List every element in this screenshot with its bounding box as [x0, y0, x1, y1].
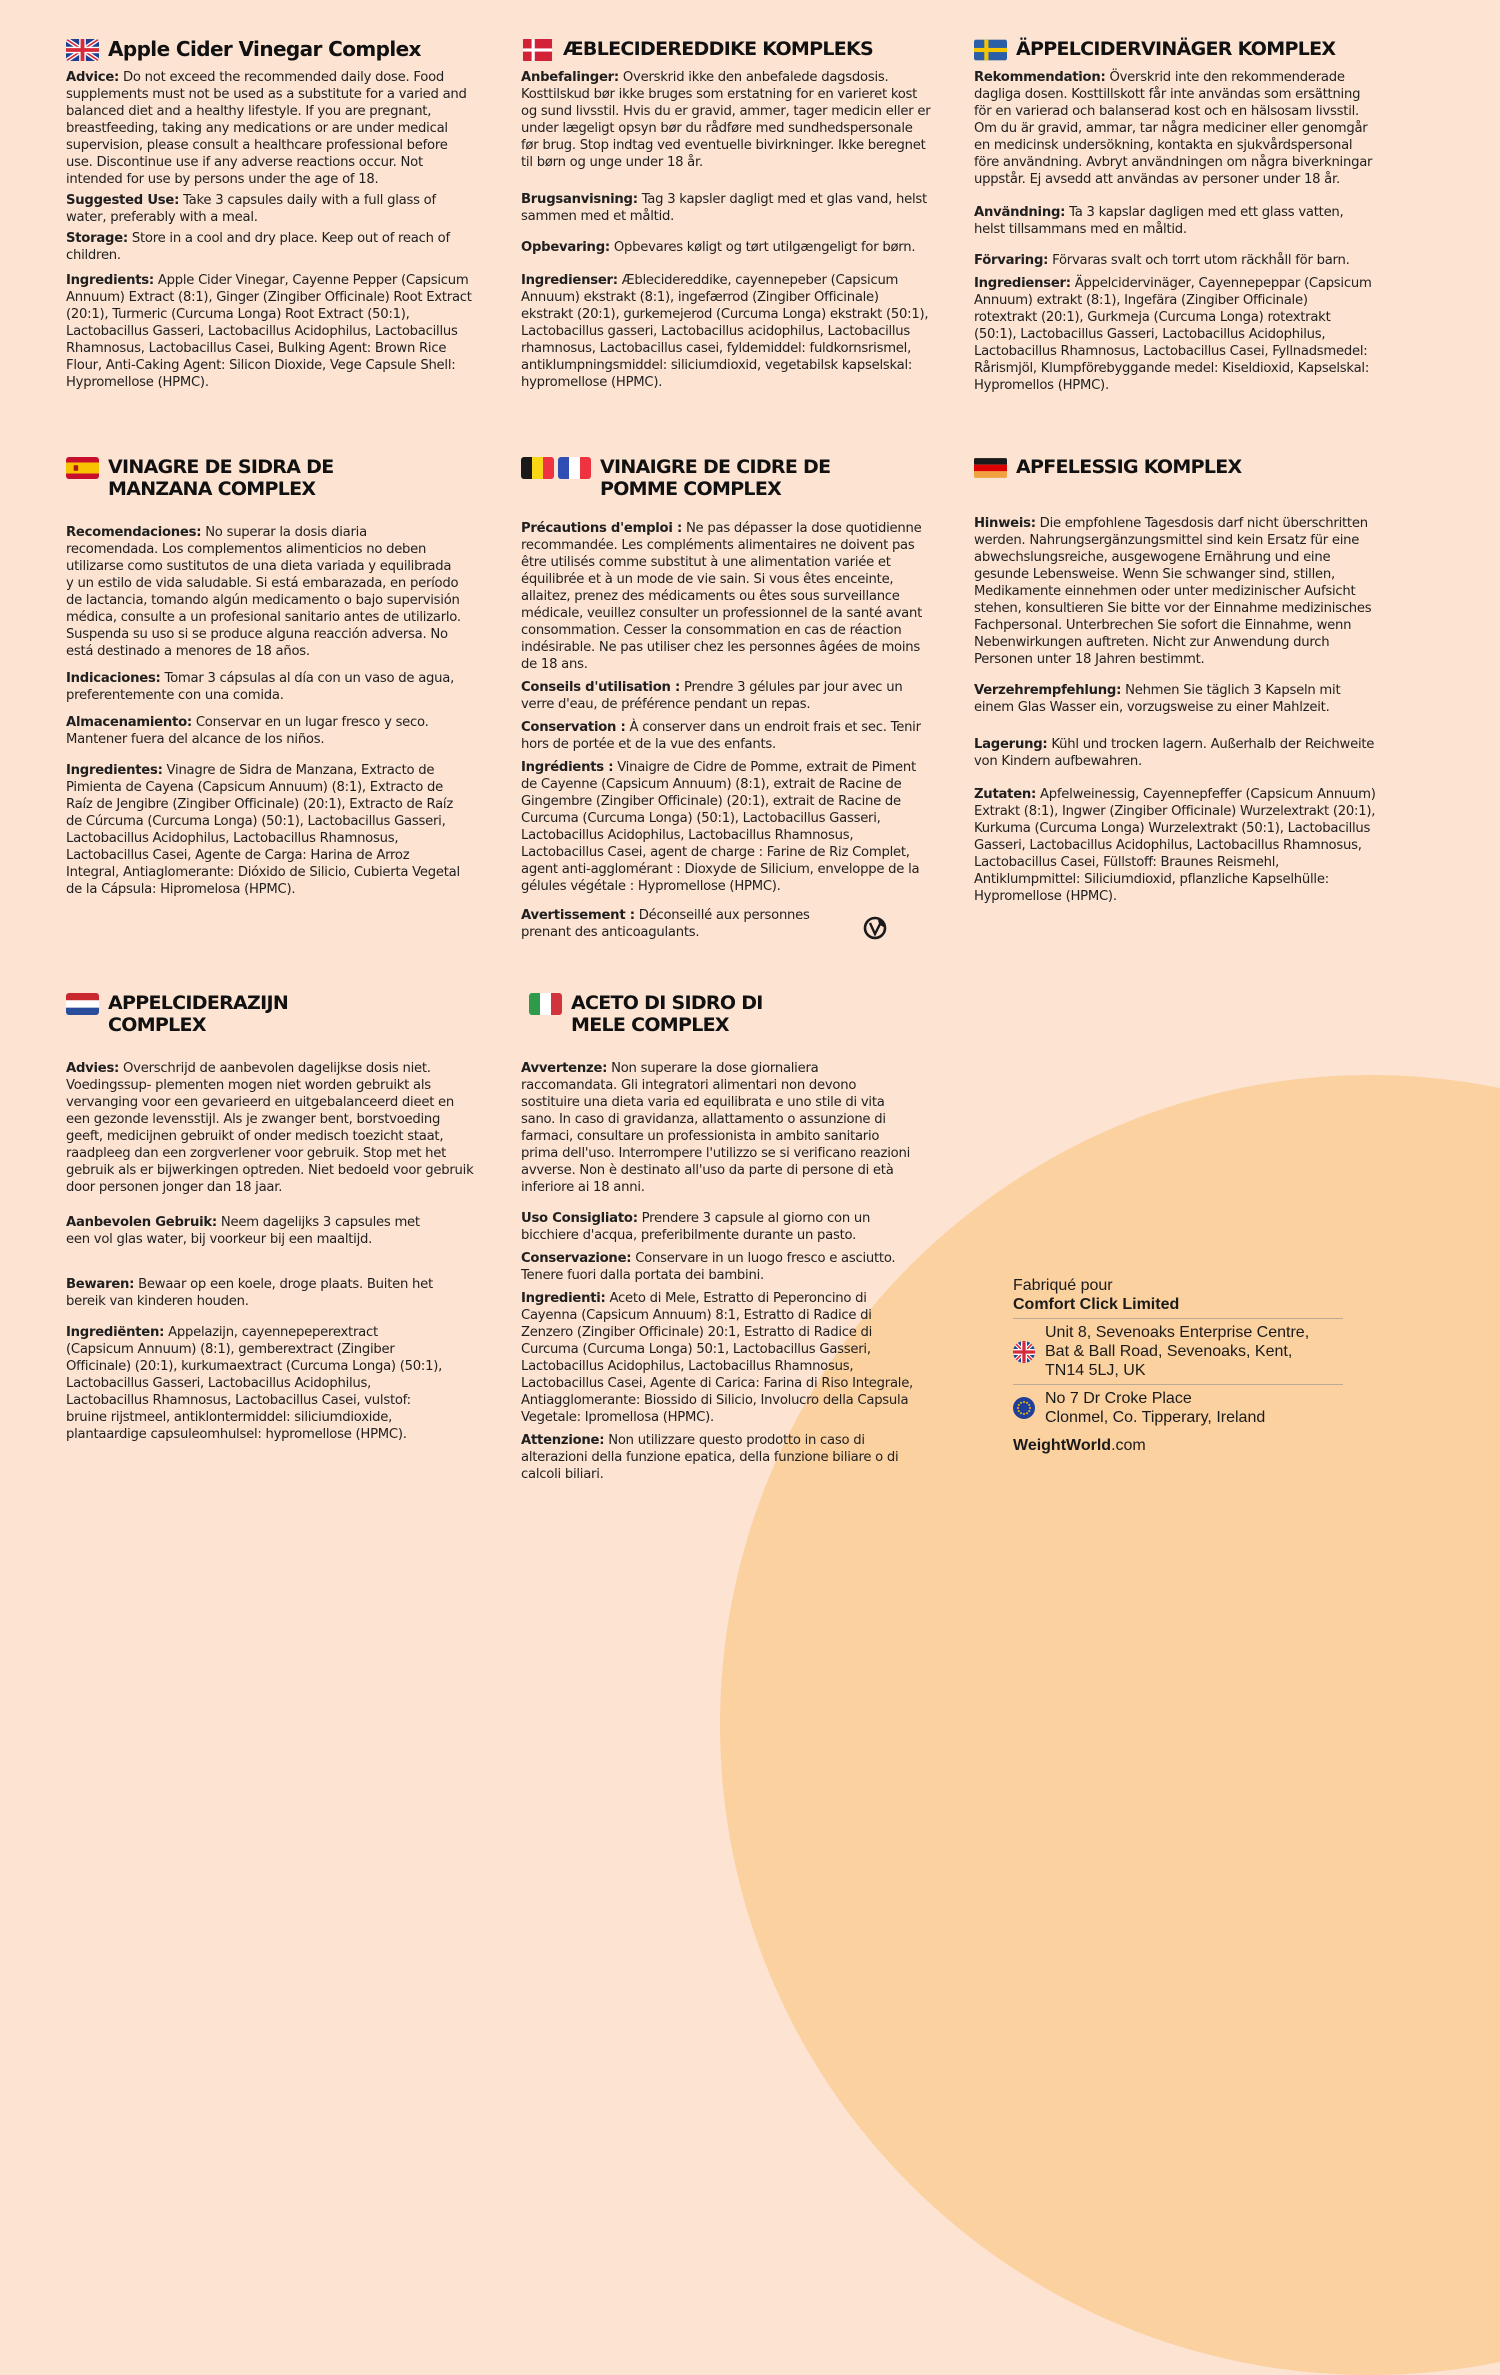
uk-address: [1013, 1318, 1343, 1384]
netherlands-flag-icon: [66, 993, 99, 1015]
advice-de: Hinweis: Die empfohlene Tagesdosis darf nicht überschritten werden. Nahrungsergänzungsmittel sind kein Ersatz für eine abwechslungsreiche, ausgewogene Ernährung und eine gesunde Lebensweise. Wenn Sie schwanger sind, stillen, Medikamente einnehmen oder unter medizinischer Aufsicht stehen, konsultieren Sie bitte vor der Einnahme medizinisches Fachpersonal. Unterbrechen Sie sofort die Einnahme, wenn Nebenwirkungen auftreten. Nicht zur Anwendung durch Personen unter 18 Jahren bestimmt.: [974, 516, 1372, 667]
column-fr: [521, 456, 931, 953]
usage-fr: Conseils d'utilisation : Prendre 3 gélules par jour avec un verre d'eau, de préférence pendant un repas.: [521, 680, 903, 712]
column-it: [521, 992, 916, 1495]
website: WeightWorld.com: [1013, 1437, 1146, 1454]
italy-flag-icon: [529, 993, 562, 1015]
ie-address-line1: No 7 Dr Croke Place: [1045, 1390, 1192, 1407]
advice-da: Anbefalinger: Overskrid ikke den anbefalede dagsdosis. Kosttilskud bør ikke bruges som erstatning for en varieret kost og sund livsstil. Hvis du er gravid, ammer, tager medicin eller er under lægeligt opsyn bør du rådføre med sundhedspersonale før brug. Stop indtag ved eventuelle bivirkninger. Ikke beregnet til børn og unge under 18 år.: [521, 70, 931, 170]
suggested-use-en: Suggested Use: Take 3 capsules daily with a full glass of water, preferably with a meal.: [66, 193, 436, 225]
header-da: [521, 38, 931, 61]
made-for-label: Fabriqué pour: [1013, 1277, 1113, 1294]
warning-fr: Avertissement : Déconseillé aux personnes prenant des anticoagulants.: [521, 908, 810, 940]
company-name: Comfort Click Limited: [1013, 1296, 1180, 1313]
ingredients-fr: Ingrédients : Vinaigre de Cidre de Pomme, extrait de Piment de Cayenne (Capsicum Annuum) (8:1), extrait de Racine de Gingembre (Zingiber Officinale) (20:1), extrait de Racine de Curcuma (Curcuma Longa) (50:1), Lactobacillus Gasseri, Lactobacillus Acidophilus, Lactobacillus Rhamnosus, Lactobacillus Casei, agent de charge : Farine de Riz Complet, agent anti-agglomérant : Dioxyde de Silicium, enveloppe de la gélules végétale : Hypromellose (HPMC).: [521, 760, 920, 894]
uk-round-flag-icon: [1013, 1341, 1035, 1363]
ingredients-it: Ingredienti: Aceto di Mele, Estratto di Peperoncino di Cayenna (Capsicum Annuum) 8:1, Estratto di Radice di Zenzero (Zingiber Officinale) 20:1, Estratto di Radice di Curcuma (Curcuma Longa) 50:1, Lactobacillus Gasseri, Lactobacillus Acidophilus, Lactobacillus Rhamnosus, Lactobacillus Casei, Agente di Carica: Farina di Riso Integrale, Antiagglomerante: Biossido di Silicio, Involucro della Capsula Vegetale: Ipromellosa (HPMC).: [521, 1291, 913, 1425]
advice-nl: Advies: Overschrijd de aanbevolen dagelijkse dosis niet. Voedingssup- plementen mogen niet worden gebruikt als vervanging voor een gevarieerd en uitgebalanceerd dieet en een gezonde levensstijl. Als je zwanger bent, borstvoeding geeft, medicijnen gebruikt of onder medisch toezicht staat, raadpleeg dan een zorgverlener voor gebruik. Stop met het gebruik als er bijwerkingen optreden. Niet bedoeld voor gebruik door personen jonger dan 18 jaar.: [66, 1061, 474, 1195]
storage-sv: Förvaring: Förvaras svalt och torrt utom räckhåll för barn.: [974, 253, 1350, 268]
title-da: ÆBLECIDEREDDIKE KOMPLEKS: [563, 38, 874, 60]
header-it: [521, 992, 916, 1036]
storage-fr: Conservation : À conserver dans un endroit frais et sec. Tenir hors de portée et de la vue des enfants.: [521, 720, 921, 752]
column-da: [521, 38, 931, 403]
denmark-flag-icon: [521, 39, 554, 61]
usage-es: Indicaciones: Tomar 3 cápsulas al día con un vaso de agua, preferentemente con una comida.: [66, 671, 455, 703]
spain-flag-icon: [66, 457, 99, 479]
advice-es: Recomendaciones: No superar la dosis diaria recomendada. Los complementos alimenticios no deben utilizarse como sustitutos de una dieta variada y equilibrada y un estilo de vida saludable. Si está embarazada, en período de lactancia, tomando algún medicamento o bajo supervisión médica, consulte a un profesional sanitario antes de utilizarlo. Suspenda su uso si se produce alguna reacción adversa. No está destinado a menores de 18 años.: [66, 525, 461, 659]
column-sv: [974, 38, 1374, 406]
ingredients-en: Ingredients: Apple Cider Vinegar, Cayenne Pepper (Capsicum Annuum) Extract (8:1), Ginger (Zingiber Officinale) Root Extract (20:1), Turmeric (Curcuma Longa) Root Extract (50:1), Lactobacillus Gasseri, Lactobacillus Acidophilus, Lactobacillus Rhamnosus, Lactobacillus Casei, Bulking Agent: Brown Rice Flour, Anti-Caking Agent: Silicon Dioxide, Vege Capsule Shell: Hypromellose (HPMC).: [66, 273, 472, 390]
advice-it: Avvertenze: Non superare la dose giornaliera raccomandata. Gli integratori alimentari non devono sostituire una dieta varia ed equilibrata e uno stile di vita sano. In caso di gravidanza, allattamento o assunzione di farmaci, consultare un professionista in ambito sanitario prima dell'uso. Interrompere l'utilizzo se si verificano reazioni avverse. Non è destinato all'uso da parte di persone di età inferiore ai 18 anni.: [521, 1061, 910, 1195]
manufacturer-block: [1013, 1276, 1343, 1455]
ingredients-es: Ingredientes: Vinagre de Sidra de Manzana, Extracto de Pimienta de Cayena (Capsicum Annuum) (8:1), Extracto de Raíz de Jengibre (Zingiber Officinale) (20:1), Extracto de Raíz de Cúrcuma (Curcuma Longa) (50:1), Lactobacillus Gasseri, Lactobacillus Acidophilus, Lactobacillus Rhamnosus, Lactobacillus Casei, Agente de Carga: Harina de Arroz Integral, Antiaglomerante: Dióxido de Silicio, Cubierta Vegetal de la Cápsula: Hipromelosa (HPMC).: [66, 763, 460, 897]
storage-it: Conservazione: Conservare in un luogo fresco e asciutto. Tenere fuori dalla portata dei bambini.: [521, 1251, 896, 1283]
uk-address-line3: TN14 5LJ, UK: [1045, 1362, 1146, 1379]
ie-address: [1013, 1384, 1343, 1431]
advice-fr: Précautions d'emploi : Ne pas dépasser la dose quotidienne recommandée. Les compléments alimentaires ne doivent pas être utilisés comme substitut à une alimentation variée et équilibrée et à un mode de vie sain. Si vous êtes enceinte, allaitez, prenez des médicaments ou êtes sous surveillance médicale, veuillez consulter un professionnel de la santé avant consommation. Cesser la consommation en cas de réaction indésirable. Ne pas utiliser chez les personnes âgées de moins de 18 ans.: [521, 521, 922, 672]
ingredients-nl: Ingrediënten: Appelazijn, cayennepeperextract (Capsicum Annuum) (8:1), gemberextract (Zingiber Officinale) (20:1), kurkumaextract (Curcuma Longa) (50:1), Lactobacillus Gasseri, Lactobacillus Acidophilus, Lactobacillus Rhamnosus, Lactobacillus Casei, vulstof: bruine rijstmeel, antiklontermiddel: siliciumdioxide, plantaardige capsuleomhulsel: hypromellose (HPMC).: [66, 1325, 443, 1442]
france-flag-icon: [558, 457, 591, 479]
ie-address-line2: Clonmel, Co. Tipperary, Ireland: [1045, 1409, 1266, 1426]
usage-da: Brugsanvisning: Tag 3 kapsler dagligt med et glas vand, helst sammen med et måltid.: [521, 192, 927, 224]
title-sv: ÄPPELCIDERVINÄGER KOMPLEX: [1016, 38, 1336, 60]
column-de: [974, 456, 1379, 917]
eu-round-flag-icon: [1013, 1397, 1035, 1419]
vegan-logo-icon: [862, 915, 888, 941]
title-es: VINAGRE DE SIDRA DE MANZANA COMPLEX: [108, 456, 334, 500]
title-it: ACETO DI SIDRO DI MELE COMPLEX: [571, 992, 763, 1036]
advice-en: Advice: Do not exceed the recommended daily dose. Food supplements must not be used as a substitute for a varied and balanced diet and a healthy lifestyle. If you are pregnant, breastfeeding, taking any medications or are under medical supervision, please consult a healthcare professional before use. Discontinue use if any adverse reactions occur. Not intended for use by persons under the age of 18.: [66, 70, 467, 187]
column-es: [66, 456, 461, 910]
header-en: [66, 38, 476, 61]
column-en: [66, 38, 476, 403]
usage-it: Uso Consigliato: Prendere 3 capsule al giorno con un bicchiere d'acqua, preferibilmente durante un pasto.: [521, 1211, 871, 1243]
germany-flag-icon: [974, 457, 1007, 479]
title-fr: VINAIGRE DE CIDRE DE POMME COMPLEX: [600, 456, 831, 500]
header-fr: [521, 456, 931, 500]
storage-nl: Bewaren: Bewaar op een koele, droge plaats. Buiten het bereik van kinderen houden.: [66, 1277, 433, 1309]
uk-address-line2: Bat & Ball Road, Sevenoaks, Kent,: [1045, 1343, 1293, 1360]
title-en: Apple Cider Vinegar Complex: [108, 37, 421, 61]
storage-es: Almacenamiento: Conservar en un lugar fresco y seco. Mantener fuera del alcance de los niños.: [66, 715, 429, 747]
uk-flag-icon: [66, 39, 99, 61]
ingredients-sv: Ingredienser: Äppelcidervinäger, Cayennepeppar (Capsicum Annuum) extrakt (8:1), Ingefära (Zingiber Officinale) rotextrakt (20:1), Gurkmeja (Curcuma Longa) rotextrakt (50:1), Lactobacillus Gasseri, Lactobacillus Acidophilus, Lactobacillus Rhamnosus, Lactobacillus Casei, Fyllnadsmedel: Rårismjöl, Klumpförebyggande medel: Kiseldioxid, Kapselskal: Hypromellos (HPMC).: [974, 276, 1372, 393]
storage-da: Opbevaring: Opbevares køligt og tørt utilgængeligt for børn.: [521, 240, 916, 255]
storage-de: Lagerung: Kühl und trocken lagern. Außerhalb der Reichweite von Kindern aufbewahren.: [974, 737, 1375, 769]
usage-nl: Aanbevolen Gebruik: Neem dagelijks 3 capsules met een vol glas water, bij voorkeur bij een maaltijd.: [66, 1215, 420, 1247]
title-nl: APPELCIDERAZIJN COMPLEX: [108, 992, 289, 1036]
belgium-flag-icon: [521, 457, 554, 479]
warning-it: Attenzione: Non utilizzare questo prodotto in caso di alterazioni della funzione epatica, della funzione biliare o di calcoli biliari.: [521, 1433, 899, 1482]
header-sv: [974, 38, 1374, 61]
usage-de: Verzehrempfehlung: Nehmen Sie täglich 3 Kapseln mit einem Glas Wasser ein, vorzugsweise zu einer Mahlzeit.: [974, 683, 1341, 715]
title-de: APFELESSIG KOMPLEX: [1016, 456, 1242, 478]
storage-en: Storage: Store in a cool and dry place. Keep out of reach of children.: [66, 231, 450, 263]
column-nl: [66, 992, 476, 1455]
usage-sv: Användning: Ta 3 kapslar dagligen med ett glass vatten, helst tillsammans med en måltid.: [974, 205, 1344, 237]
advice-sv: Rekommendation: Överskrid inte den rekommenderade dagliga dosen. Kosttillskott får inte användas som ersättning för en varierad och balanserad kost och en hälsosam livsstil. Om du är gravid, ammar, tar några mediciner eller genomgår en medicinsk undersökning, kontakta en sjukvårdspersonal före användning. Avbryt användningen om några biverkningar uppstår. Ej avsedd att användas av personer under 18 år.: [974, 70, 1373, 187]
ingredients-da: Ingredienser: Æblecidereddike, cayennepeber (Capsicum Annuum) ekstrakt (8:1), ingefærrod (Zingiber Officinale) ekstrakt (20:1), gurkemejerod (Curcuma Longa) ekstrakt (50:1), Lactobacillus gasseri, Lactobacillus acidophilus, Lactobacillus rhamnosus, Lactobacillus casei, fyldemiddel: fuldkornsrismel, antiklumpningsmiddel: siliciumdioxid, vegetabilsk kapselskal: hypromellose (HPMC).: [521, 273, 929, 390]
sweden-flag-icon: [974, 39, 1007, 61]
uk-address-line1: Unit 8, Sevenoaks Enterprise Centre,: [1045, 1324, 1310, 1341]
header-nl: [66, 992, 476, 1036]
header-es: [66, 456, 461, 500]
header-de: [974, 456, 1379, 479]
ingredients-de: Zutaten: Apfelweinessig, Cayennepfeffer (Capsicum Annuum) Extrakt (8:1), Ingwer (Zingiber Officinale) Wurzelextrakt (20:1), Kurkuma (Curcuma Longa) Wurzelextrakt (50:1), Lactobacillus Gasseri, Lactobacillus Acidophilus, Lactobacillus Rhamnosus, Lactobacillus Casei, Füllstoff: Braunes Reismehl, Antiklumpmittel: Siliciumdioxid, pflanzliche Kapselhülle: Hypromellose (HPMC).: [974, 787, 1376, 904]
